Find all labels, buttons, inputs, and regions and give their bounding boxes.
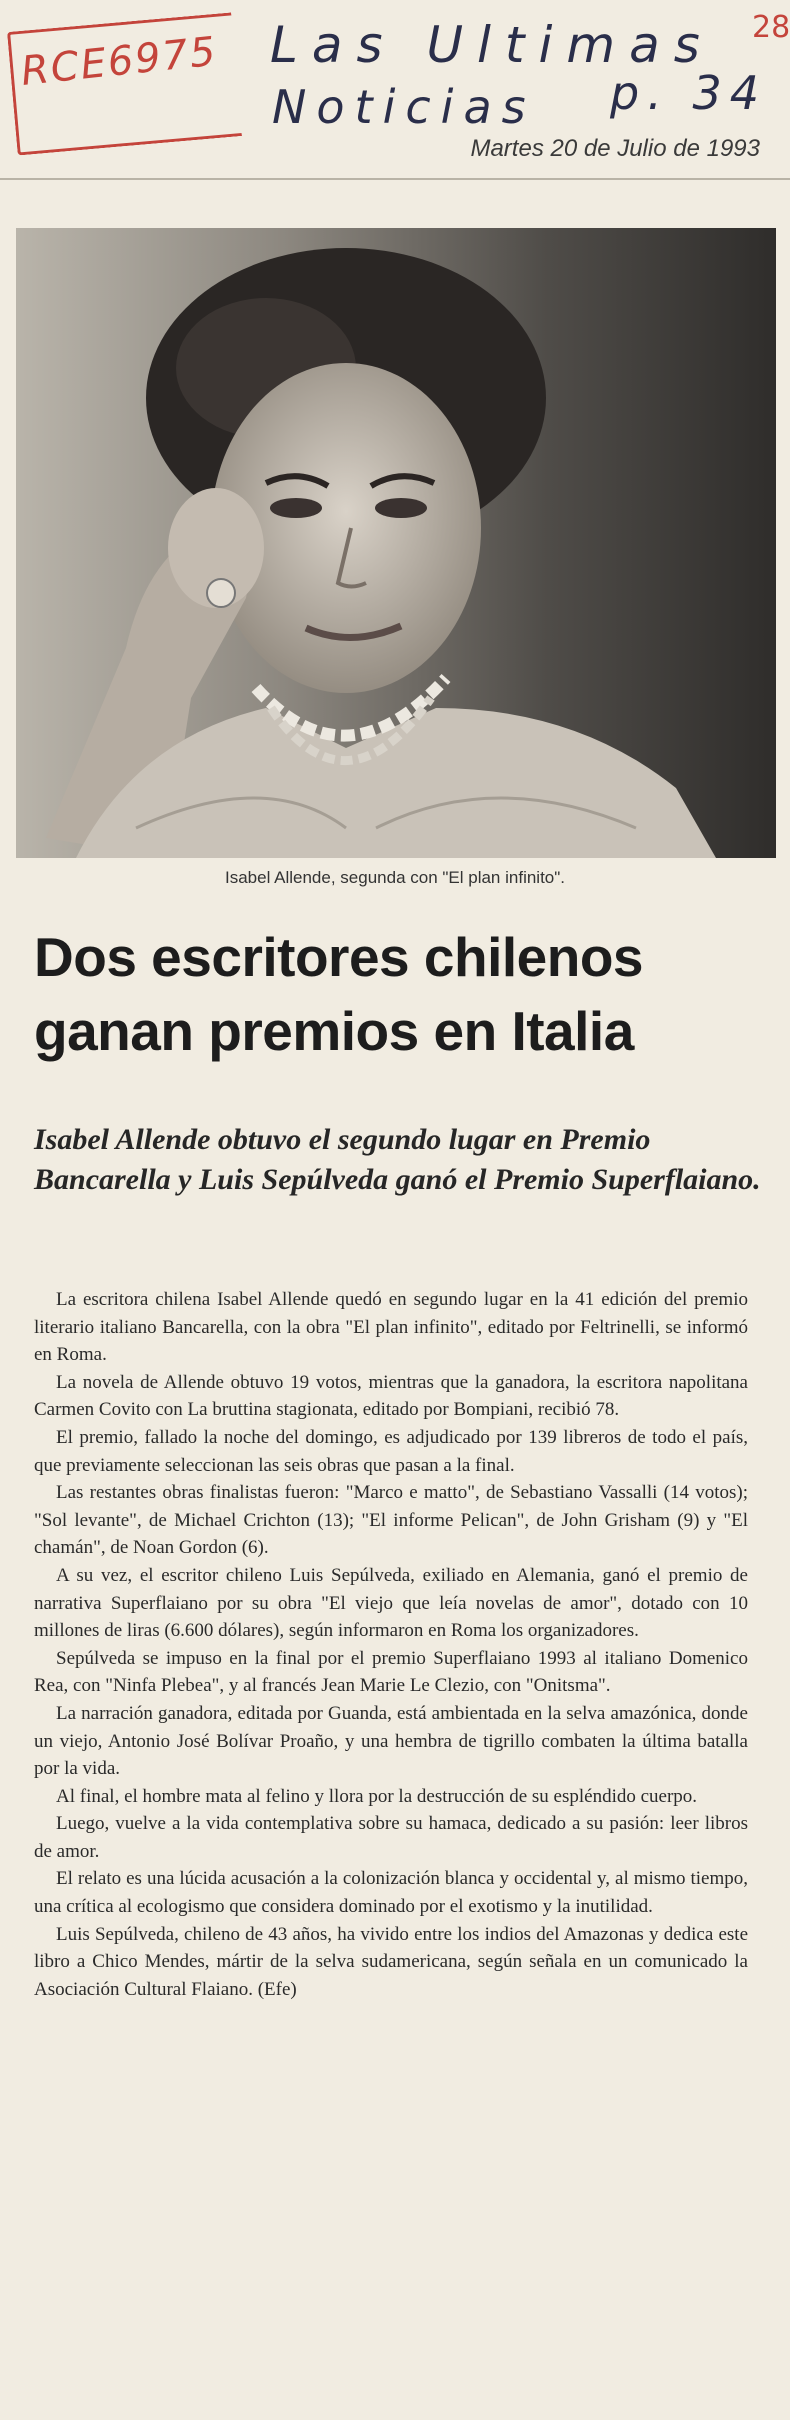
- portrait-illustration: [16, 228, 776, 858]
- header-divider: [0, 178, 790, 180]
- handwritten-newspaper-name-2: Noticias: [272, 80, 536, 134]
- handwritten-newspaper-name: Las Ultimas: [270, 16, 714, 74]
- portrait-photo: [16, 228, 776, 858]
- article-paragraph: Las restantes obras finalistas fueron: "Marco e matto", de Sebastiano Vassalli (14 votos); "Sol levante", de Michael Crichton (13); "El informe Pelican", de John Grisham (9) y "El chamán", de Noan Gordon (6).: [34, 1482, 748, 1559]
- archive-stamp: RCE6975: [18, 28, 220, 95]
- article-subhead: Isabel Allende obtuvo el segundo lugar en Premio Bancarella y Luis Sepúlveda ganó el Premio Superflaiano.: [34, 1123, 761, 1196]
- article-paragraph: La escritora chilena Isabel Allende quedó en segundo lugar en la 41 edición del premio literario italiano Bancarella, con la obra "El plan infinito", editado por Feltrinelli, se informó en Roma.: [34, 1289, 748, 1366]
- article-paragraph: La narración ganadora, editada por Guanda, está ambientada en la selva amazónica, donde un viejo, Antonio José Bolívar Proaño, y una hembra de tigrillo combaten la última batalla por la vida.: [34, 1702, 748, 1780]
- article-paragraph: El relato es una lúcida acusación a la colonización blanca y occidental y, al mismo tiempo, una crítica al ecologismo que considera dominado por el exotismo y la inutilidad.: [34, 1868, 748, 1918]
- article-paragraph: La novela de Allende obtuvo 19 votos, mientras que la ganadora, la escritora napolitana Carmen Covito con La bruttina stagionata, editado por Bompiani, recibió 78.: [34, 1371, 748, 1421]
- article-paragraph: A su vez, el escritor chileno Luis Sepúlveda, exiliado en Alemania, ganó el premio de narrativa Superflaiano por su obra "El viejo que leía novelas de amor", dotado con 10 millones de liras (6.600 dólares), según informaron en Roma los organizadores.: [34, 1564, 748, 1642]
- corner-number: 28: [752, 10, 791, 45]
- article-paragraph: Sepúlveda se impuso en la final por el premio Superflaiano 1993 al italiano Domenico Rea, con "Ninfa Plebea", y al francés Jean Marie Le Clezio, con "Onitsma".: [34, 1647, 748, 1697]
- article-body: [34, 1286, 748, 2003]
- article-paragraph: El premio, fallado la noche del domingo, es adjudicado por 139 libreros de todo el país, que previamente seleccionan las seis obras que pasan a la final.: [34, 1426, 748, 1476]
- article-headline: Dos escritores chilenos ganan premios en Italia: [34, 926, 644, 1062]
- article-paragraph: Al final, el hombre mata al felino y llora por la destrucción de su espléndido cuerpo.: [56, 1785, 698, 1807]
- handwritten-page-ref: p. 34: [610, 66, 767, 120]
- publication-date: Martes 20 de Julio de 1993: [470, 135, 760, 162]
- article-paragraph: Luis Sepúlveda, chileno de 43 años, ha vivido entre los indios del Amazonas y dedica este libro a Chico Mendes, mártir de la selva sudamericana, según señala en un comunicado la Asociación Cultural Flaiano. (Efe): [34, 1923, 748, 2000]
- article-paragraph: Luego, vuelve a la vida contemplativa sobre su hamaca, dedicado a su pasión: leer libros de amor.: [34, 1813, 748, 1862]
- photo-caption: Isabel Allende, segunda con "El plan infinito".: [224, 868, 566, 887]
